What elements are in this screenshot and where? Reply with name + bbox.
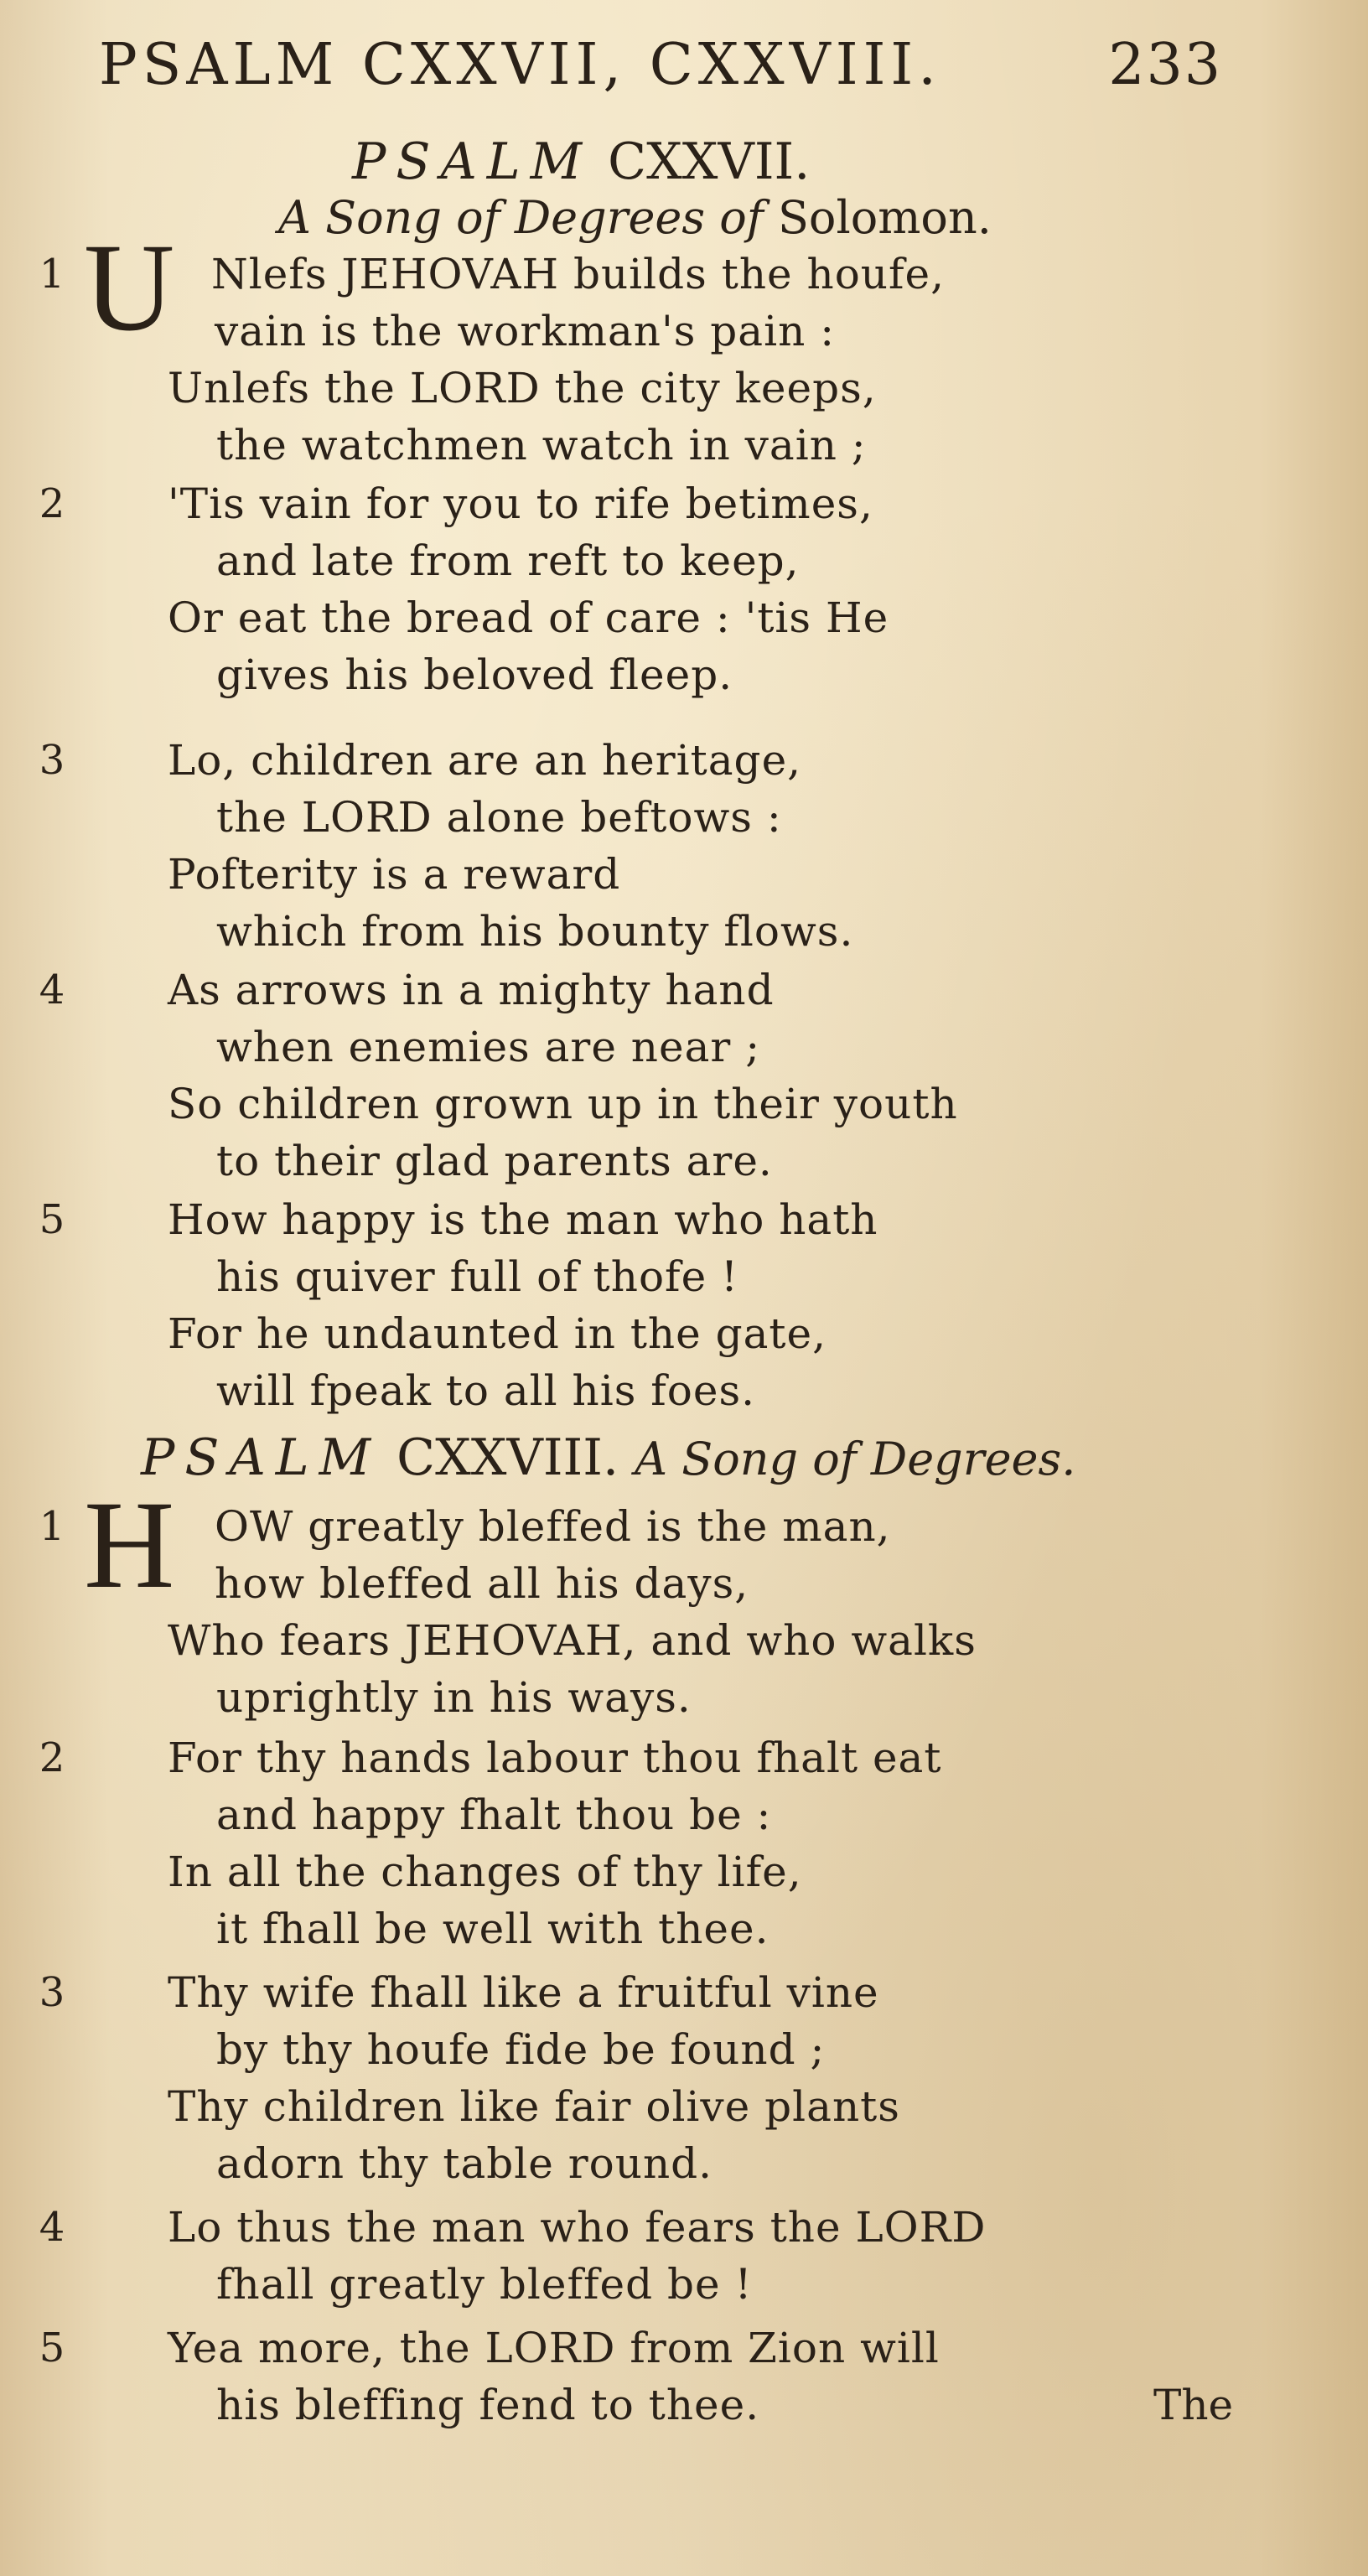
verse-line: How happy is the man who hath [168, 1195, 878, 1244]
verse-line: his quiver full of thofe ! [216, 1252, 739, 1301]
verse-line: adorn thy table round. [216, 2139, 713, 2188]
verse-line: when enemies are near ; [216, 1023, 761, 1071]
verse-line: Unlefs the LORD the city keeps, [168, 364, 877, 412]
verse-line: Who fears JEHOVAH, and who walks [168, 1616, 977, 1665]
verse-line: by thy houfe fide be found ; [216, 2025, 826, 2074]
verse-line: fhall greatly bleffed be ! [216, 2260, 753, 2309]
verse-line: his bleffing fend to thee. [216, 2381, 760, 2429]
verse-line: and happy fhalt thou be : [216, 1791, 772, 1839]
running-head [99, 32, 1222, 112]
drop-cap: H [84, 1475, 175, 1615]
psalm-128-subtitle: A Song of Degrees. [635, 1433, 1076, 1485]
verse-number: 5 [39, 2325, 65, 2371]
verse-line: Or eat the bread of care : 'tis He [168, 593, 889, 642]
verse-line: will fpeak to all his foes. [216, 1366, 756, 1415]
page-number: 233 [1108, 32, 1222, 98]
verse-line: For he undaunted in the gate, [168, 1309, 827, 1358]
verse-line: Thy wife fhall like a fruitful vine [168, 1968, 879, 2017]
psalm-127-subtitle-roman: Solomon. [777, 191, 992, 244]
verse-line: So children grown up in their youth [168, 1080, 958, 1128]
verse-line: it fhall be well with thee. [216, 1905, 770, 1953]
verse-line: Lo thus the man who fears the LORD [168, 2203, 987, 2252]
psalm-128-heading-number: CXXVIII. [396, 1428, 619, 1487]
catchword: The [1153, 2381, 1234, 2429]
psalm-128-heading-word: PSALM [141, 1428, 381, 1487]
verse-line: Lo, children are an heritage, [168, 736, 802, 785]
verse-line: Nlefs JEHOVAH builds the houfe, [211, 250, 945, 298]
drop-cap: U [84, 218, 175, 357]
verse-line: uprightly in his ways. [216, 1673, 692, 1722]
verse-number: 2 [39, 480, 65, 527]
verse-line: how bleffed all his days, [215, 1559, 749, 1608]
verse-number: 4 [39, 2204, 65, 2251]
verse-line: gives his beloved fleep. [216, 650, 733, 699]
psalm-127-subtitle-italic: A Song of Degrees of [278, 191, 764, 244]
verse-number: 1 [39, 1503, 65, 1550]
verse-line: OW greatly bleffed is the man, [215, 1502, 891, 1551]
verse-line: 'Tis vain for you to rife betimes, [168, 479, 873, 528]
running-head-title: PSALM CXXVII, CXXVIII. [99, 32, 941, 98]
verse-line: In all the changes of thy life, [168, 1848, 802, 1896]
verse-line: to their glad parents are. [216, 1137, 773, 1185]
verse-line: which from his bounty flows. [216, 907, 854, 956]
verse-line: For thy hands labour thou fhalt eat [168, 1734, 942, 1782]
verse-number: 2 [39, 1734, 65, 1781]
psalm-128-heading [141, 1428, 1075, 1487]
verse-number: 3 [39, 737, 65, 784]
verse-line: and late from reft to keep, [216, 536, 800, 585]
verse-line: Thy children like fair olive plants [168, 2082, 900, 2131]
verse-line: the watchmen watch in vain ; [216, 421, 867, 469]
psalm-127-heading-number: CXXVII. [608, 132, 811, 191]
psalm-127-subtitle [278, 191, 992, 244]
verse-number: 1 [39, 251, 65, 298]
verse-number: 3 [39, 1969, 65, 2016]
verse-line: Yea more, the LORD from Zion will [168, 2324, 940, 2372]
verse-line: vain is the workman's pain : [215, 307, 836, 355]
psalm-127-heading [352, 132, 810, 191]
psalm-127-heading-word: PSALM [352, 132, 593, 191]
verse-line: Pofterity is a reward [168, 850, 621, 899]
verse-number: 5 [39, 1196, 65, 1243]
verse-number: 4 [39, 967, 65, 1013]
verse-line: the LORD alone beftows : [216, 793, 782, 842]
verse-line: As arrows in a mighty hand [168, 966, 775, 1014]
